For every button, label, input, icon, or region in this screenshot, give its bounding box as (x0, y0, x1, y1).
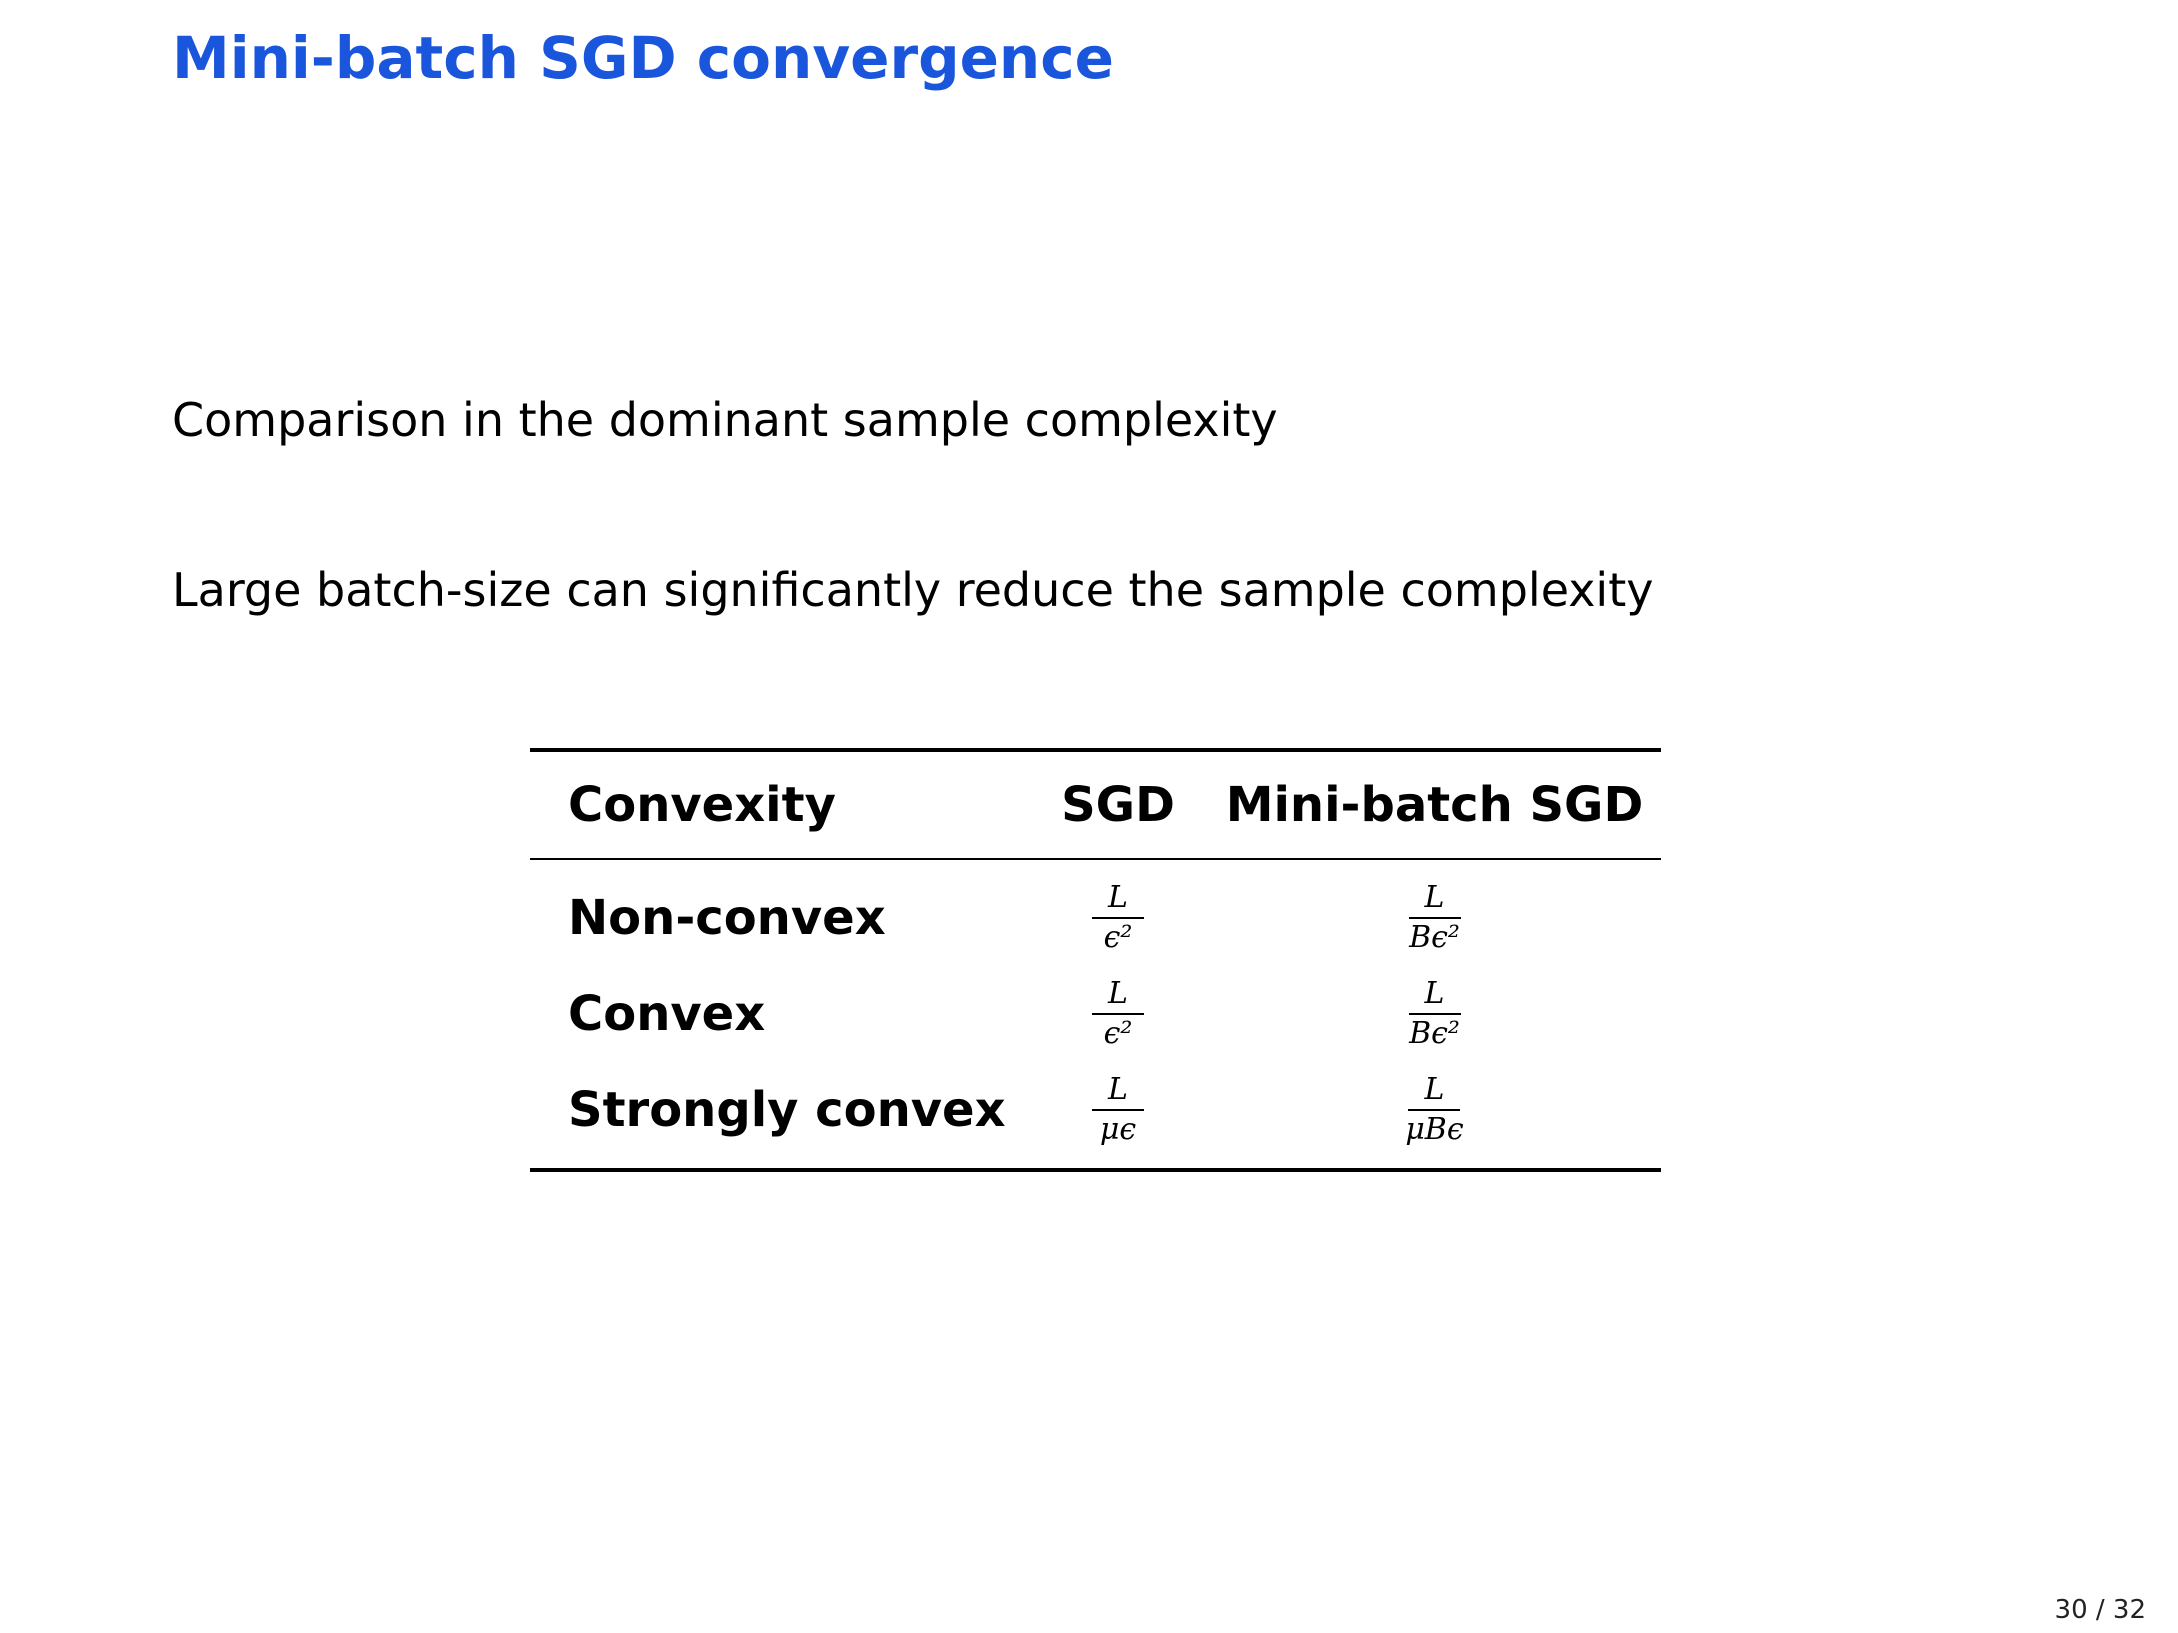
fraction-denominator: ϵ² (1103, 920, 1133, 955)
slide-title: Mini-batch SGD convergence (172, 24, 1114, 92)
fraction-denominator: Bϵ² (1409, 1016, 1460, 1051)
fraction-numerator: L (1092, 1073, 1144, 1111)
fraction (1403, 881, 1466, 955)
fraction-numerator: L (1092, 977, 1144, 1015)
row-label-convex: Convex (568, 986, 766, 1042)
fraction (1092, 1073, 1144, 1147)
complexity-table (530, 748, 1661, 1172)
cell-sgd (1028, 1062, 1208, 1170)
header-minibatch-sgd: Mini-batch SGD (1225, 777, 1644, 833)
fraction (1399, 1073, 1469, 1147)
paragraph-large-batch: Large batch-size can significantly reduce the sample complexity (172, 563, 1654, 617)
header-sgd: SGD (1061, 777, 1175, 833)
fraction-numerator: L (1408, 1073, 1460, 1111)
cell-minibatch (1208, 1062, 1661, 1170)
table-header-row (530, 750, 1661, 859)
header-convexity: Convexity (568, 777, 836, 833)
page-number: 30 / 32 (2054, 1595, 2146, 1625)
fraction (1092, 881, 1144, 955)
fraction (1092, 977, 1144, 1051)
fraction (1403, 977, 1466, 1051)
fraction-denominator: ϵ² (1103, 1016, 1133, 1051)
row-label-non-convex: Non-convex (568, 890, 886, 946)
table-row (530, 859, 1661, 966)
table-header (530, 750, 1661, 859)
paragraph-comparison: Comparison in the dominant sample complexity (172, 393, 1278, 447)
fraction-numerator: L (1092, 881, 1144, 919)
fraction-numerator: L (1409, 977, 1461, 1015)
table-row (530, 1062, 1661, 1170)
cell-sgd (1028, 966, 1208, 1062)
fraction-denominator: μϵ (1099, 1112, 1137, 1147)
row-label-strongly-convex: Strongly convex (568, 1082, 1006, 1138)
cell-minibatch (1208, 966, 1661, 1062)
table-row (530, 966, 1661, 1062)
cell-minibatch (1208, 859, 1661, 966)
fraction-denominator: Bϵ² (1409, 920, 1460, 955)
cell-sgd (1028, 859, 1208, 966)
fraction-denominator: μBϵ (1405, 1112, 1464, 1147)
complexity-table-container (530, 748, 1661, 1172)
table-body (530, 859, 1661, 1170)
fraction-numerator: L (1409, 881, 1461, 919)
